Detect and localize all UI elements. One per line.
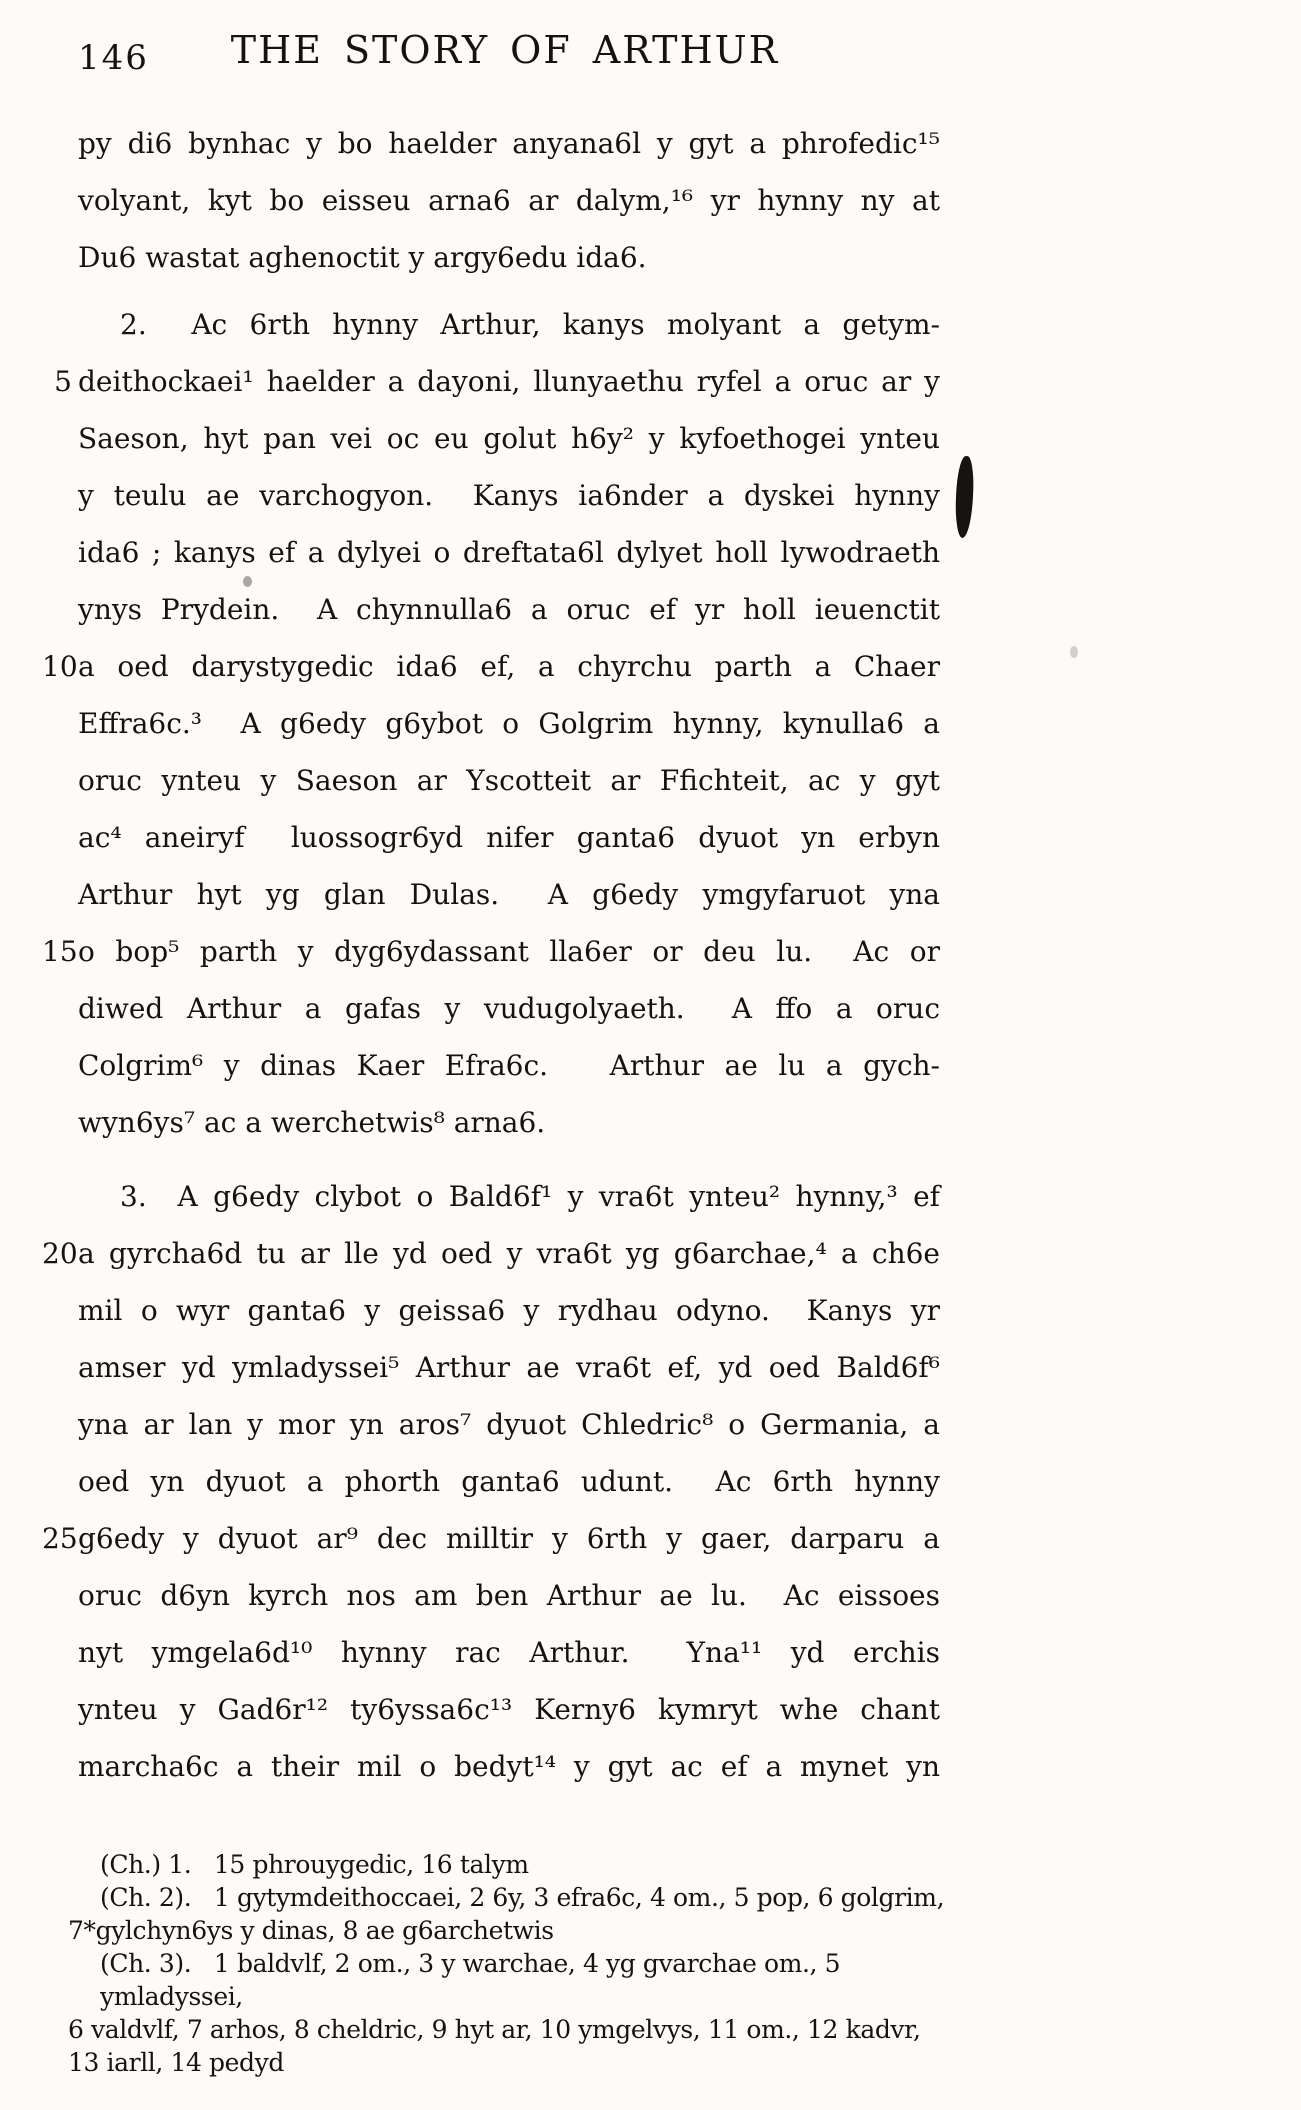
body-line-text: a oed darystygedic ida6 ef, a chyrchu parth a Chaer [78, 650, 940, 683]
margin-line-number [42, 410, 72, 467]
margin-line-number [42, 229, 72, 286]
margin-line-number [42, 1567, 72, 1624]
margin-line-number: 20 [42, 1237, 78, 1270]
paragraph [42, 296, 972, 1151]
footnote-line: (Ch. 2). 1 gytymdeithoccaei, 2 6y, 3 efra6c, 4 om., 5 pop, 6 golgrim, [100, 1883, 945, 1912]
margin-line-number [42, 524, 72, 581]
body-line [42, 1339, 972, 1396]
margin-line-number [42, 172, 72, 229]
body-line [42, 115, 972, 172]
body-line [42, 752, 972, 809]
body-line [42, 1624, 972, 1681]
body-line-text: yna ar lan y mor yn aros⁷ dyuot Chledric⁸ o Germania, a [78, 1408, 940, 1441]
body-line [42, 1396, 972, 1453]
margin-line-number [42, 1339, 72, 1396]
body-line [42, 229, 972, 286]
body-line-text: amser yd ymladyssei⁵ Arthur ae vra6t ef, yd oed Bald6f⁶ [78, 1351, 940, 1384]
margin-line-number [42, 1453, 72, 1510]
body-line [42, 1168, 972, 1225]
body-line-text: 2. Ac 6rth hynny Arthur, kanys molyant a getym- [120, 308, 940, 341]
margin-line-number [42, 296, 72, 353]
body-line [42, 1282, 972, 1339]
margin-line-number [42, 866, 72, 923]
body-text [42, 115, 972, 1795]
body-line [42, 1453, 972, 1510]
body-line-text: marcha6c a their mil o bedyt¹⁴ y gyt ac ef a mynet yn [78, 1750, 940, 1783]
body-line [42, 638, 972, 695]
body-line-text: 3. A g6edy clybot o Bald6f¹ y vra6t ynteu² hynny,³ ef [120, 1180, 940, 1213]
margin-line-number [42, 1282, 72, 1339]
body-line-text: mil o wyr ganta6 y geissa6 y rydhau odyno. Kanys yr [78, 1294, 940, 1327]
footnote-line: 6 valdvlf, 7 arhos, 8 cheldric, 9 hyt ar, 10 ymgelvys, 11 om., 12 kadvr, [68, 2015, 921, 2044]
body-line-text: wyn6ys⁷ ac a werchetwis⁸ arna6. [78, 1106, 546, 1139]
margin-line-number [42, 695, 72, 752]
margin-line-number [42, 1168, 72, 1225]
body-line [42, 980, 972, 1037]
margin-line-number [42, 1396, 72, 1453]
body-line [42, 1738, 972, 1795]
body-line-text: ida6 ; kanys ef a dylyei o dreftata6l dylyet holl lywodraeth [78, 536, 940, 569]
margin-line-number: 25 [42, 1522, 78, 1555]
margin-line-number: 10 [42, 650, 78, 683]
body-line [42, 1567, 972, 1624]
body-line [42, 923, 972, 980]
body-line [42, 410, 972, 467]
body-line-text: Du6 wastat aghenoctit y argy6edu ida6. [78, 241, 647, 274]
body-line-text: Effra6c.³ A g6edy g6ybot o Golgrim hynny, kynulla6 a [78, 707, 940, 740]
body-line [42, 524, 972, 581]
margin-line-number: 15 [42, 935, 78, 968]
margin-line-number [42, 1624, 72, 1681]
page-title: THE STORY OF ARTHUR [230, 28, 780, 72]
footnote-line: 7*gylchyn6ys y dinas, 8 ae g6archetwis [68, 1916, 554, 1945]
margin-line-number [42, 581, 72, 638]
body-line-text: ynteu y Gad6r¹² ty6yssa6c¹³ Kerny6 kymryt whe chant [78, 1693, 940, 1726]
body-line [42, 172, 972, 229]
body-line-text: nyt ymgela6d¹⁰ hynny rac Arthur. Yna¹¹ yd erchis [78, 1636, 940, 1669]
body-line-text: y teulu ae varchogyon. Kanys ia6nder a dyskei hynny [78, 479, 940, 512]
body-line-text: oed yn dyuot a phorth ganta6 udunt. Ac 6rth hynny [78, 1465, 940, 1498]
body-line [42, 296, 972, 353]
margin-line-number: 5 [54, 365, 72, 398]
body-line [42, 695, 972, 752]
body-line-text: py di6 bynhac y bo haelder anyana6l y gyt a phrofedic¹⁵ [78, 127, 940, 160]
body-line [42, 809, 972, 866]
body-line-text: Saeson, hyt pan vei oc eu golut h6y² y kyfoethogei ynteu [78, 422, 940, 455]
body-line [42, 1037, 972, 1094]
margin-line-number [42, 115, 72, 172]
margin-line-number [42, 1681, 72, 1738]
body-line-text: ac⁴ aneiryf luossogr6yd nifer ganta6 dyuot yn erbyn [78, 821, 940, 854]
footnotes [68, 1848, 988, 2079]
footnote-line: 13 iarll, 14 pedyd [68, 2048, 284, 2077]
scan-speck [243, 576, 252, 587]
body-line-text: oruc ynteu y Saeson ar Yscotteit ar Ffichteit, ac y gyt [78, 764, 940, 797]
body-line [42, 467, 972, 524]
body-line-text: Colgrim⁶ y dinas Kaer Efra6c. Arthur ae lu a gych- [78, 1049, 940, 1082]
footnote-line: (Ch.) 1. 15 phrouygedic, 16 talym [100, 1850, 529, 1879]
body-line-text: diwed Arthur a gafas y vudugolyaeth. A ffo a oruc [78, 992, 940, 1025]
body-line [42, 1094, 972, 1151]
footnote-line: (Ch. 3). 1 baldvlf, 2 om., 3 y warchae, 4 yg gvarchae om., 5 ymladyssei, [100, 1949, 848, 2011]
scan-speck [1070, 646, 1078, 658]
margin-line-number [42, 809, 72, 866]
body-line [42, 581, 972, 638]
body-line-text: Arthur hyt yg glan Dulas. A g6edy ymgyfaruot yna [78, 878, 940, 911]
margin-line-number [42, 1738, 72, 1795]
margin-line-number [42, 467, 72, 524]
body-line [42, 353, 972, 410]
body-line [42, 1225, 972, 1282]
margin-line-number [42, 1094, 72, 1151]
margin-line-number [42, 752, 72, 809]
paragraph [42, 115, 972, 286]
body-line-text: g6edy y dyuot ar⁹ dec milltir y 6rth y gaer, darparu a [78, 1522, 940, 1555]
paragraph [42, 1168, 972, 1795]
body-line [42, 1510, 972, 1567]
body-line [42, 1681, 972, 1738]
margin-line-number [42, 1037, 72, 1094]
body-line-text: o bop⁵ parth y dyg6ydassant lla6er or deu lu. Ac or [78, 935, 940, 968]
body-line-text: oruc d6yn kyrch nos am ben Arthur ae lu. Ac eissoes [78, 1579, 940, 1612]
body-line-text: deithockaei¹ haelder a dayoni, llunyaethu ryfel a oruc ar y [78, 365, 940, 398]
body-line-text: volyant, kyt bo eisseu arna6 ar dalym,¹⁶ yr hynny ny at [78, 184, 940, 217]
body-line-text: a gyrcha6d tu ar lle yd oed y vra6t yg g6archae,⁴ a ch6e [78, 1237, 940, 1270]
body-line-text: ynys Prydein. A chynnulla6 a oruc ef yr holl ieuenctit [78, 593, 940, 626]
body-line [42, 866, 972, 923]
page-number: 146 [78, 38, 149, 78]
margin-line-number [42, 980, 72, 1037]
